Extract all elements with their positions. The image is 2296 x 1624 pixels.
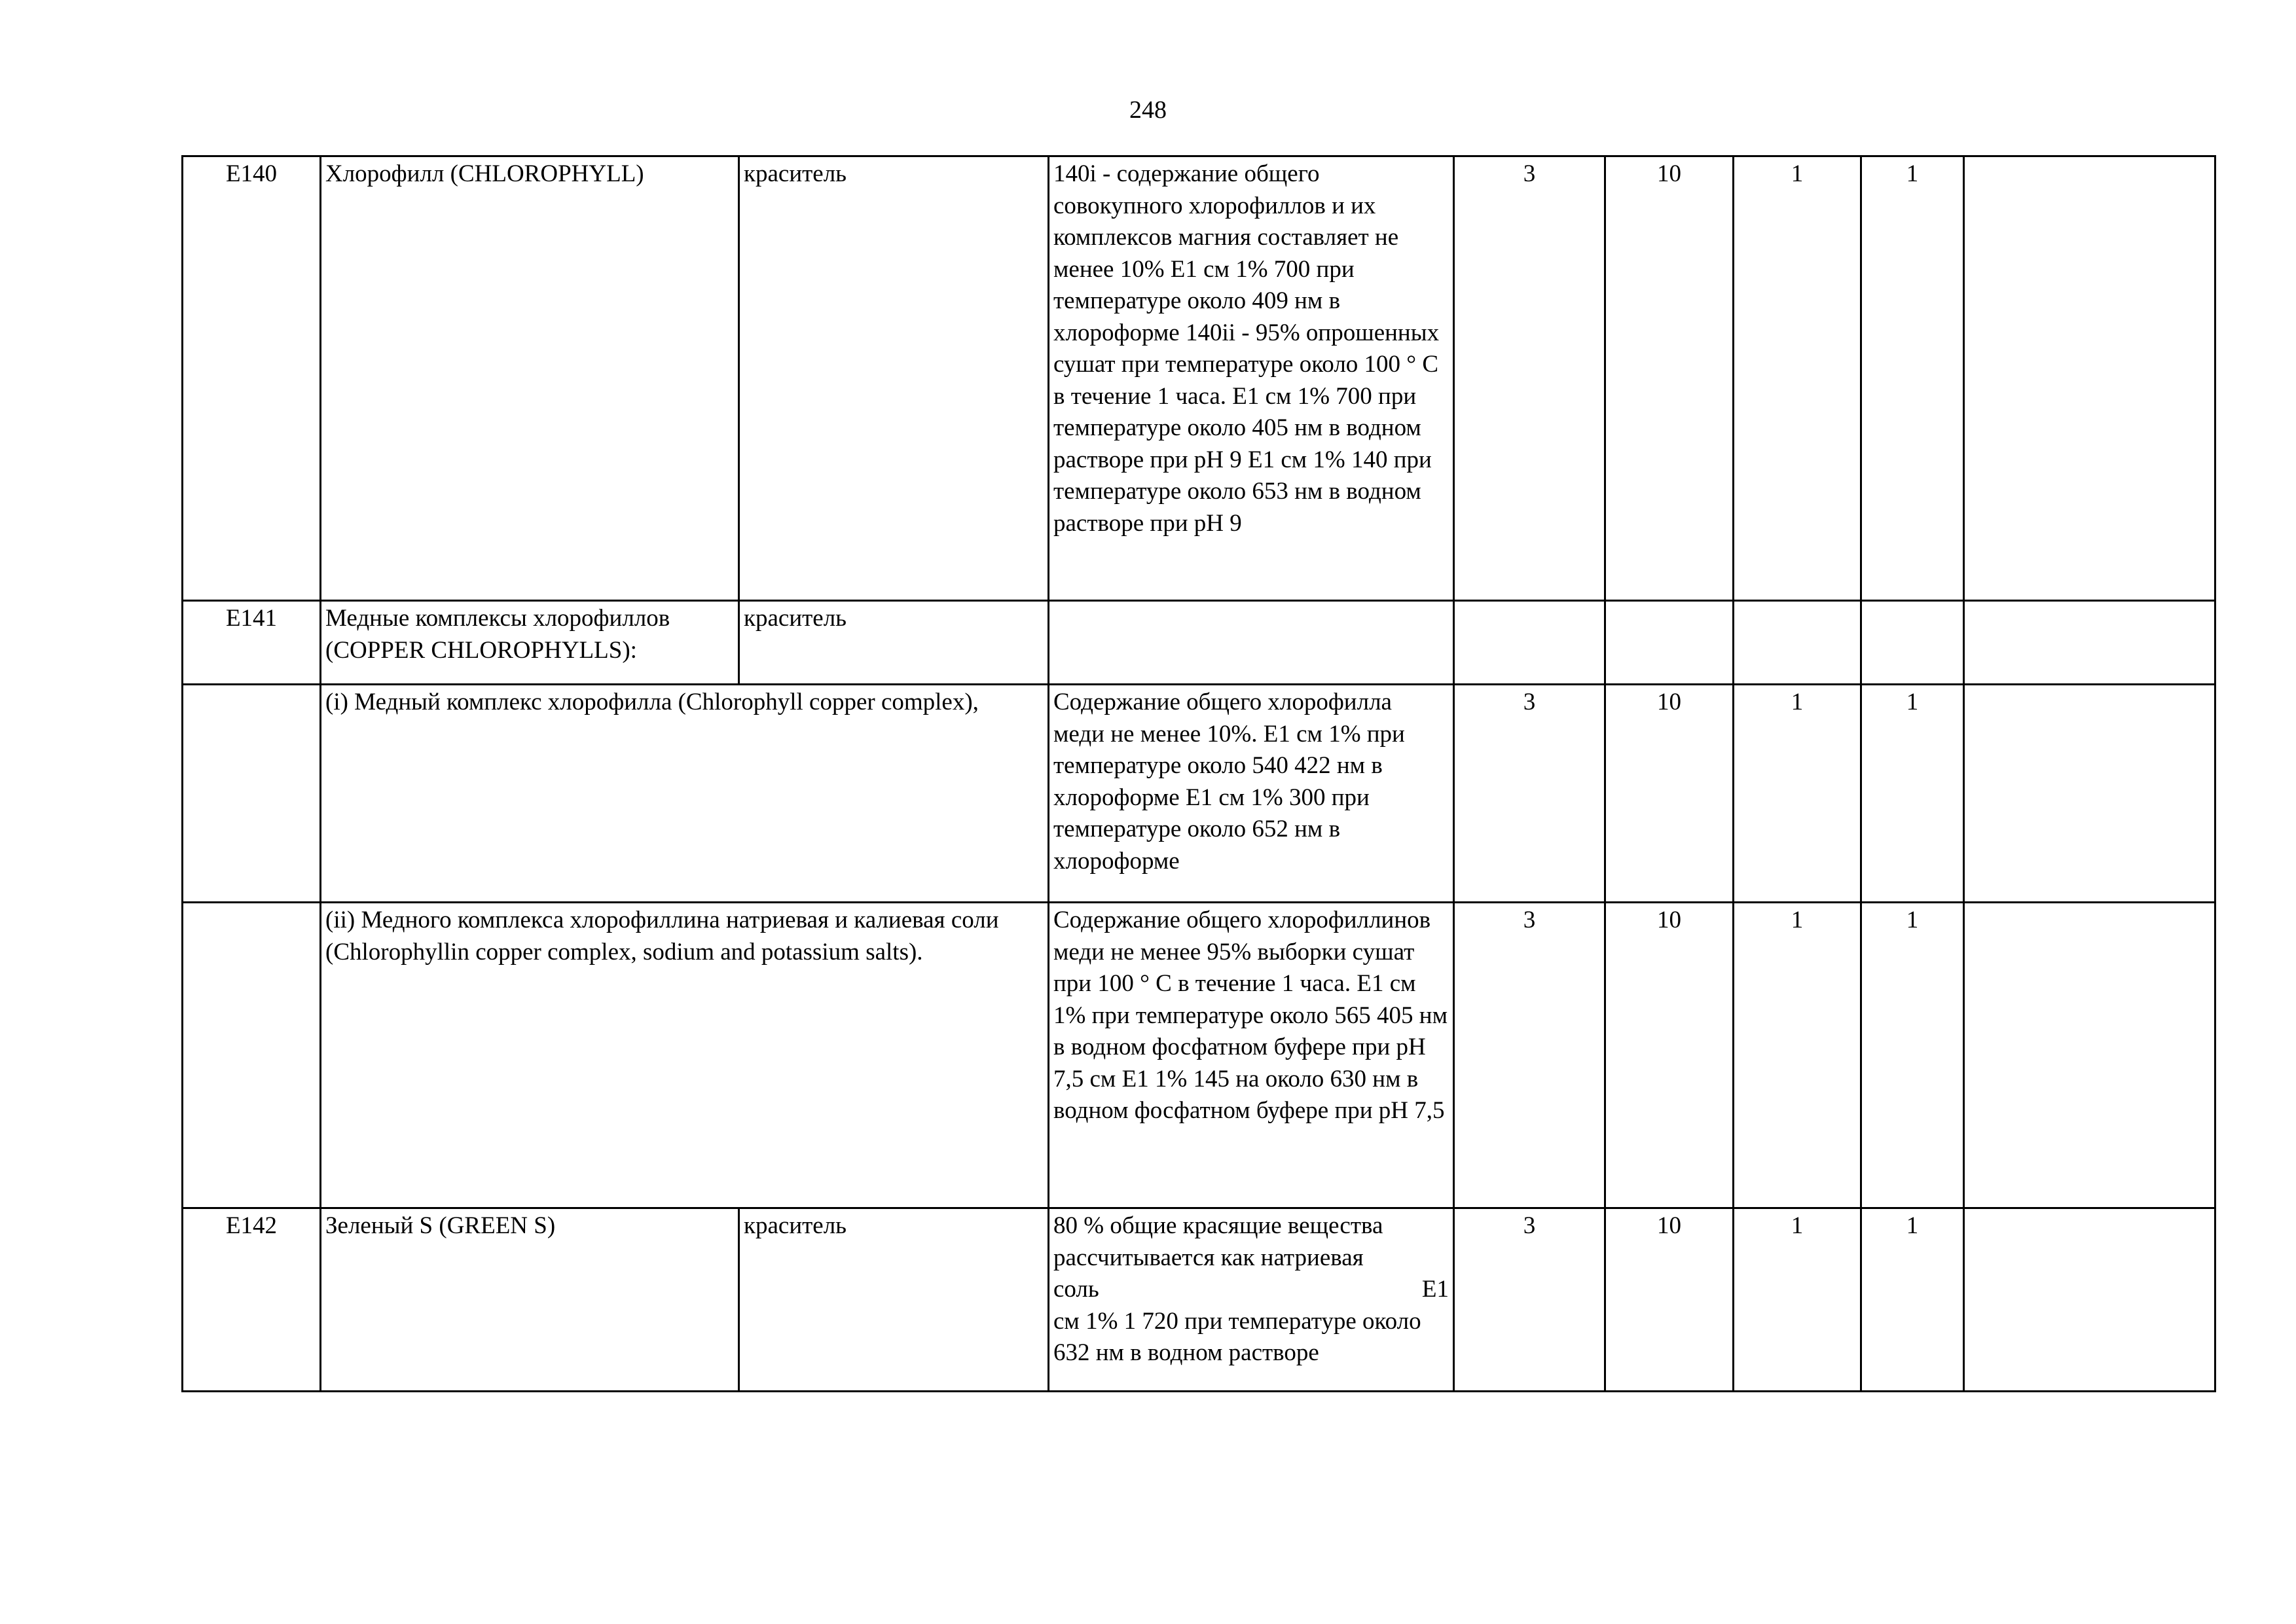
additive-code-cell	[183, 685, 321, 903]
page-number: 248	[1129, 96, 1167, 124]
additive-name-cell: Зеленый S (GREEN S)	[321, 1208, 739, 1392]
table-row	[183, 685, 2215, 903]
value-cell-3: 1	[1734, 685, 1861, 903]
additive-name-cell: Хлорофилл (CHLOROPHYLL)	[321, 156, 739, 601]
spec-text-line: соль E1	[1053, 1276, 1449, 1303]
value-cell-2: 10	[1605, 156, 1734, 601]
value-cell-2: 10	[1605, 685, 1734, 903]
table-row	[183, 156, 2215, 601]
value-cell-5	[1964, 156, 2215, 601]
additive-code-cell: E141	[183, 601, 321, 685]
value-cell-5	[1964, 1208, 2215, 1392]
specification-cell: Содержание общего хлорофилла меди не менее 10%. E1 см 1% при температуре около 540 422 нм в хлороформе E1 см 1% 300 при температуре около 652 нм в хлороформе	[1049, 685, 1454, 903]
additive-name-cell: (ii) Медного комплекса хлорофиллина натриевая и калиевая соли (Chlorophyllin copper complex, sodium and potassium salts).	[321, 903, 1049, 1208]
value-cell-1: 3	[1454, 1208, 1605, 1392]
value-cell-4: 1	[1861, 1208, 1964, 1392]
table-row	[183, 903, 2215, 1208]
additive-function-cell: краситель	[739, 156, 1049, 601]
value-cell-1: 3	[1454, 903, 1605, 1208]
specification-cell	[1049, 601, 1454, 685]
value-cell-2	[1605, 601, 1734, 685]
additive-code-cell	[183, 903, 321, 1208]
value-cell-3	[1734, 601, 1861, 685]
value-cell-4: 1	[1861, 156, 1964, 601]
value-cell-4: 1	[1861, 685, 1964, 903]
specification-cell: Содержание общего хлорофиллинов меди не менее 95% выборки сушат при 100 ° C в течение 1 часа. E1 см 1% при температуре около 565 405 нм в водном фосфатном буфере при pH 7,5 см E1 1% 145 на около 630 нм в водном фосфатном буфере при pH 7,5	[1049, 903, 1454, 1208]
additive-spec-table	[181, 155, 2216, 1392]
specification-cell: 140i - содержание общего совокупного хлорофиллов и их комплексов магния составляет не менее 10% E1 см 1% 700 при температуре около 409 нм в хлороформе 140ii - 95% опрошенных сушат при температуре около 100 ° C в течение 1 часа. E1 см 1% 700 при температуре около 405 нм в водном растворе при pH 9 E1 см 1% 140 при температуре около 653 нм в водном растворе при pH 9	[1049, 156, 1454, 601]
additive-name-cell: Медные комплексы хлорофиллов (COPPER CHLOROPHYLLS):	[321, 601, 739, 685]
value-cell-5	[1964, 601, 2215, 685]
value-cell-3: 1	[1734, 1208, 1861, 1392]
table-row	[183, 1208, 2215, 1392]
value-cell-3: 1	[1734, 903, 1861, 1208]
value-cell-2: 10	[1605, 903, 1734, 1208]
value-cell-4: 1	[1861, 903, 1964, 1208]
additive-code-cell: E140	[183, 156, 321, 601]
specification-cell	[1049, 1208, 1454, 1392]
value-cell-3: 1	[1734, 156, 1861, 601]
spec-text-line: см 1% 1 720 при температуре около 632 нм в водном растворе	[1053, 1307, 1421, 1366]
table-row	[183, 601, 2215, 685]
additive-name-cell: (i) Медный комплекс хлорофилла (Chlorophyll copper complex),	[321, 685, 1049, 903]
value-cell-1	[1454, 601, 1605, 685]
additive-code-cell: E142	[183, 1208, 321, 1392]
additive-function-cell: краситель	[739, 1208, 1049, 1392]
spec-text-line: 80 % общие красящие вещества рассчитывается как натриевая	[1053, 1212, 1383, 1271]
additive-function-cell: краситель	[739, 601, 1049, 685]
value-cell-5	[1964, 685, 2215, 903]
value-cell-2: 10	[1605, 1208, 1734, 1392]
value-cell-4	[1861, 601, 1964, 685]
value-cell-1: 3	[1454, 156, 1605, 601]
value-cell-5	[1964, 903, 2215, 1208]
value-cell-1: 3	[1454, 685, 1605, 903]
